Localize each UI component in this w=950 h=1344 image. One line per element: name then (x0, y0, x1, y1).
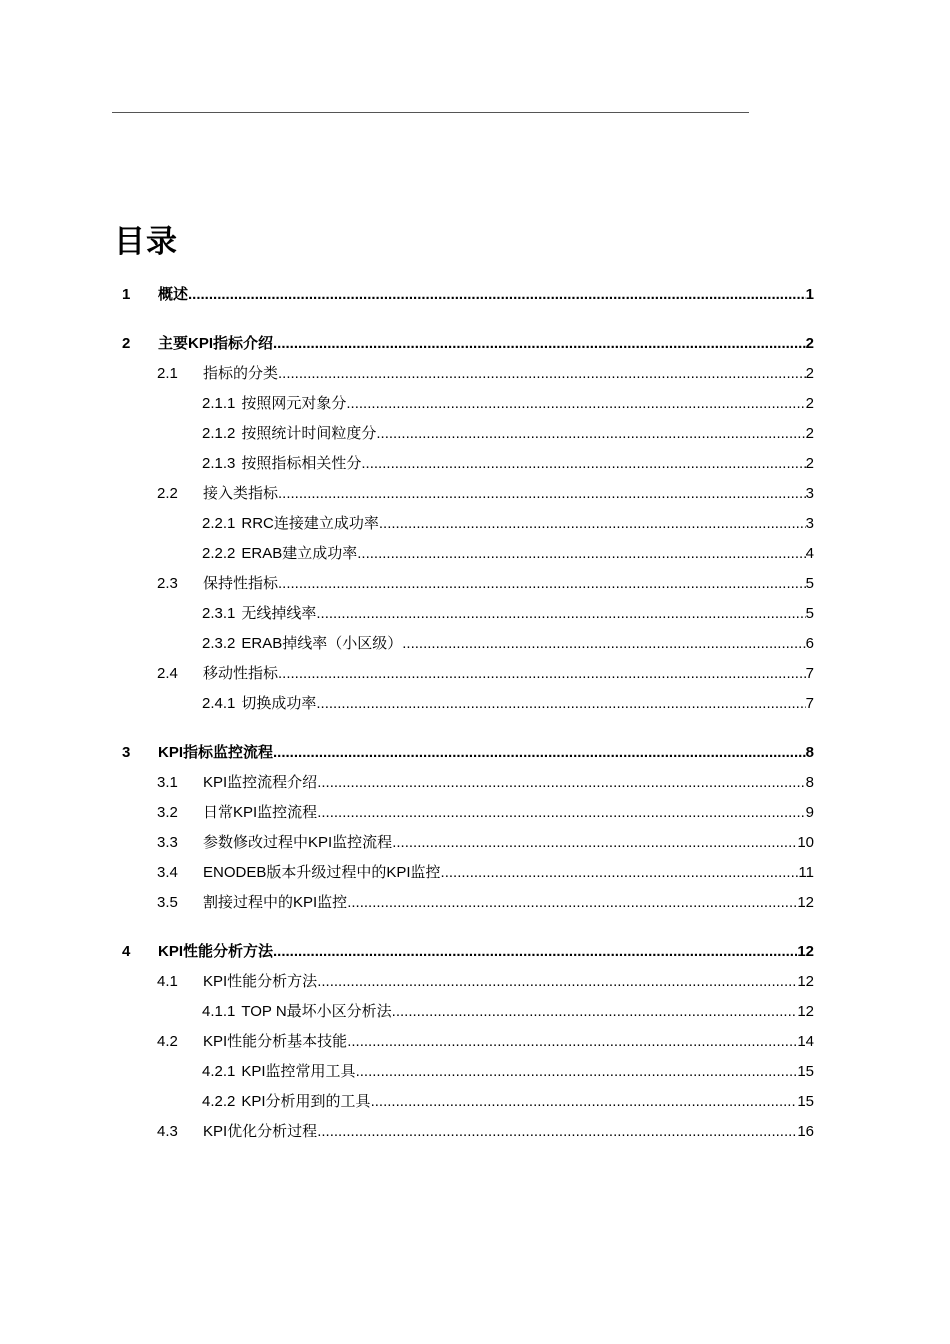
toc-entry-leader (371, 1091, 798, 1113)
toc-entry-number: 3.4 (157, 864, 178, 881)
toc-entry-title: 按照统计时间粒度分 (241, 425, 377, 442)
toc-entry-number: 2.4.1 (202, 695, 236, 712)
toc-entry[interactable] (122, 543, 814, 565)
toc-entry-leader (317, 772, 805, 794)
toc-entry-title: KPI性能分析基本技能 (203, 1033, 348, 1050)
toc-entry-title: 按照网元对象分 (241, 395, 347, 412)
toc-entry-leader (392, 832, 797, 854)
toc-entry-title: 割接过程中的KPI监控 (203, 894, 348, 911)
toc-entry-page-number: 15 (797, 1093, 814, 1110)
toc-entry-number: 1 (122, 286, 131, 303)
toc-entry-title: 保持性指标 (203, 575, 279, 592)
toc-entry-page-number: 5 (805, 575, 814, 592)
toc-entry-number: 2.2.2 (202, 545, 236, 562)
toc-entry-leader (316, 603, 805, 625)
toc-entry-page-number: 12 (797, 1003, 814, 1020)
toc-entry-leader (316, 693, 805, 715)
toc-entry-page-number: 8 (805, 774, 814, 791)
toc-entry-title: KPI性能分析方法 (203, 973, 318, 990)
toc-entry-leader (379, 513, 806, 535)
toc-entry[interactable] (122, 693, 814, 715)
toc-entry-number: 3.5 (157, 894, 178, 911)
toc-entry-number: 2.2.1 (202, 515, 236, 532)
toc-entry-page-number: 10 (797, 834, 814, 851)
toc-entry-page-number: 12 (797, 973, 814, 990)
toc-entry-number: 2.1 (157, 365, 178, 382)
toc-entry[interactable] (122, 663, 814, 685)
toc-entry-title: 移动性指标 (203, 665, 279, 682)
toc-entry[interactable] (122, 772, 814, 794)
toc-entry-page-number: 16 (797, 1123, 814, 1140)
toc-entry-title: ERAB掉线率（小区级） (241, 635, 403, 652)
toc-entry-leader (347, 1031, 797, 1053)
toc-entry-page-number: 3 (805, 515, 814, 532)
toc-entry-page-number: 3 (805, 485, 814, 502)
toc-entry-number: 3.1 (157, 774, 178, 791)
toc-entry-number: 2.1.3 (202, 455, 236, 472)
toc-entry-page-number: 2 (805, 335, 814, 352)
toc-entry-number: 2.1.1 (202, 395, 236, 412)
toc-entry-number: 4.2.1 (202, 1063, 236, 1080)
toc-entry-page-number: 7 (805, 695, 814, 712)
toc-entry-number: 4.1 (157, 973, 178, 990)
toc-entry[interactable] (122, 742, 814, 764)
toc-entry-page-number: 5 (805, 605, 814, 622)
toc-entry-page-number: 14 (797, 1033, 814, 1050)
toc-entry-leader (402, 633, 805, 655)
toc-heading: 目录 (114, 224, 178, 260)
toc-entry[interactable] (122, 513, 814, 535)
toc-entry-number: 2.4 (157, 665, 178, 682)
toc-entry-leader (317, 802, 805, 824)
toc-entry-title: 指标的分类 (203, 365, 279, 382)
toc-entry-number: 4.3 (157, 1123, 178, 1140)
toc-entry-number: 2.2 (157, 485, 178, 502)
toc-entry-title: KPI监控常用工具 (241, 1063, 356, 1080)
toc-entry-title: TOP N最坏小区分析法 (241, 1003, 392, 1020)
toc-entry[interactable] (122, 971, 814, 993)
toc-entry-number: 2.3.1 (202, 605, 236, 622)
toc-entry-page-number: 9 (805, 804, 814, 821)
toc-entry-leader (392, 1001, 798, 1023)
toc-entry-number: 2.3.2 (202, 635, 236, 652)
toc-entry[interactable] (122, 941, 814, 963)
toc-entry[interactable] (122, 1061, 814, 1083)
toc-entry-leader (278, 483, 806, 505)
toc-entry-leader (273, 742, 806, 764)
toc-entry-page-number: 7 (805, 665, 814, 682)
toc-entry-number: 3.3 (157, 834, 178, 851)
toc-entry-title: 接入类指标 (203, 485, 279, 502)
toc-entry-number: 2.3 (157, 575, 178, 592)
toc-entry-page-number: 2 (805, 365, 814, 382)
toc-entry-title: KPI分析用到的工具 (241, 1093, 371, 1110)
toc-entry-title: ERAB建立成功率 (241, 545, 358, 562)
toc-entry-page-number: 12 (797, 894, 814, 911)
toc-entry[interactable] (122, 832, 814, 854)
toc-entry-page-number: 6 (805, 635, 814, 652)
toc-entry[interactable] (122, 573, 814, 595)
toc-entry-number: 3 (122, 744, 131, 761)
toc-entry-title: 按照指标相关性分 (241, 455, 362, 472)
toc-entry[interactable] (122, 333, 814, 355)
toc-entry[interactable] (122, 423, 814, 445)
toc-entry-page-number: 2 (805, 395, 814, 412)
toc-entry-leader (188, 284, 806, 306)
toc-entry-leader (273, 941, 797, 963)
toc-entry-number: 2 (122, 335, 131, 352)
toc-entry-title: 概述 (158, 286, 189, 303)
toc-entry[interactable] (122, 284, 814, 306)
toc-entry-title: ENODEB版本升级过程中的KPI监控 (203, 864, 441, 881)
toc-entry-number: 3.2 (157, 804, 178, 821)
toc-entry-title: 无线掉线率 (241, 605, 317, 622)
toc-entry-leader (361, 453, 805, 475)
toc-entry-leader (441, 862, 799, 884)
toc-entry[interactable] (122, 892, 814, 914)
toc-entry-title: KPI性能分析方法 (158, 943, 274, 960)
toc-entry[interactable] (122, 483, 814, 505)
toc-entry-leader (357, 543, 805, 565)
toc-entry[interactable] (122, 1121, 814, 1143)
toc-entry-leader (317, 1121, 797, 1143)
toc-entry-title: 日常KPI监控流程 (203, 804, 318, 821)
header-rule (112, 112, 749, 113)
toc-entry-page-number: 15 (797, 1063, 814, 1080)
toc-entry-number: 4 (122, 943, 131, 960)
toc-entry-page-number: 12 (797, 943, 814, 960)
toc-entry-title: KPI优化分析过程 (203, 1123, 318, 1140)
toc-entry[interactable] (122, 802, 814, 824)
toc-entry[interactable] (122, 363, 814, 385)
toc-entry-leader (273, 333, 806, 355)
toc-entry-leader (278, 573, 806, 595)
toc-entry-leader (278, 363, 806, 385)
toc-entry-page-number: 1 (805, 286, 814, 303)
toc-entry-leader (278, 663, 806, 685)
toc-entry[interactable] (122, 603, 814, 625)
toc-entry[interactable] (122, 453, 814, 475)
toc-entry-leader (356, 1061, 798, 1083)
toc-entry-leader (346, 393, 805, 415)
toc-entry-page-number: 2 (805, 425, 814, 442)
toc-entry-leader (347, 892, 797, 914)
toc-entry[interactable] (122, 862, 814, 884)
toc-entry[interactable] (122, 393, 814, 415)
toc-entry-leader (317, 971, 797, 993)
toc-entry-title: KPI监控流程介绍 (203, 774, 318, 791)
toc-entry-title: 切换成功率 (241, 695, 317, 712)
toc-entry-number: 4.1.1 (202, 1003, 236, 1020)
toc-entry-title: RRC连接建立成功率 (241, 515, 379, 532)
toc-entry-page-number: 2 (805, 455, 814, 472)
toc-entry-page-number: 4 (805, 545, 814, 562)
toc-entry-title: KPI指标监控流程 (158, 744, 274, 761)
toc-entry-number: 4.2.2 (202, 1093, 236, 1110)
toc-entry[interactable] (122, 1091, 814, 1113)
toc-entry-number: 2.1.2 (202, 425, 236, 442)
toc-entry-number: 4.2 (157, 1033, 178, 1050)
toc-entry[interactable] (122, 1031, 814, 1053)
toc-entry-page-number: 11 (798, 864, 814, 881)
toc-entry[interactable] (122, 1001, 814, 1023)
toc-entry[interactable] (122, 633, 814, 655)
toc-entry-page-number: 8 (805, 744, 814, 761)
toc-entry-title: 主要KPI指标介绍 (158, 335, 274, 352)
toc-entry-title: 参数修改过程中KPI监控流程 (203, 834, 393, 851)
toc-entry-leader (376, 423, 805, 445)
